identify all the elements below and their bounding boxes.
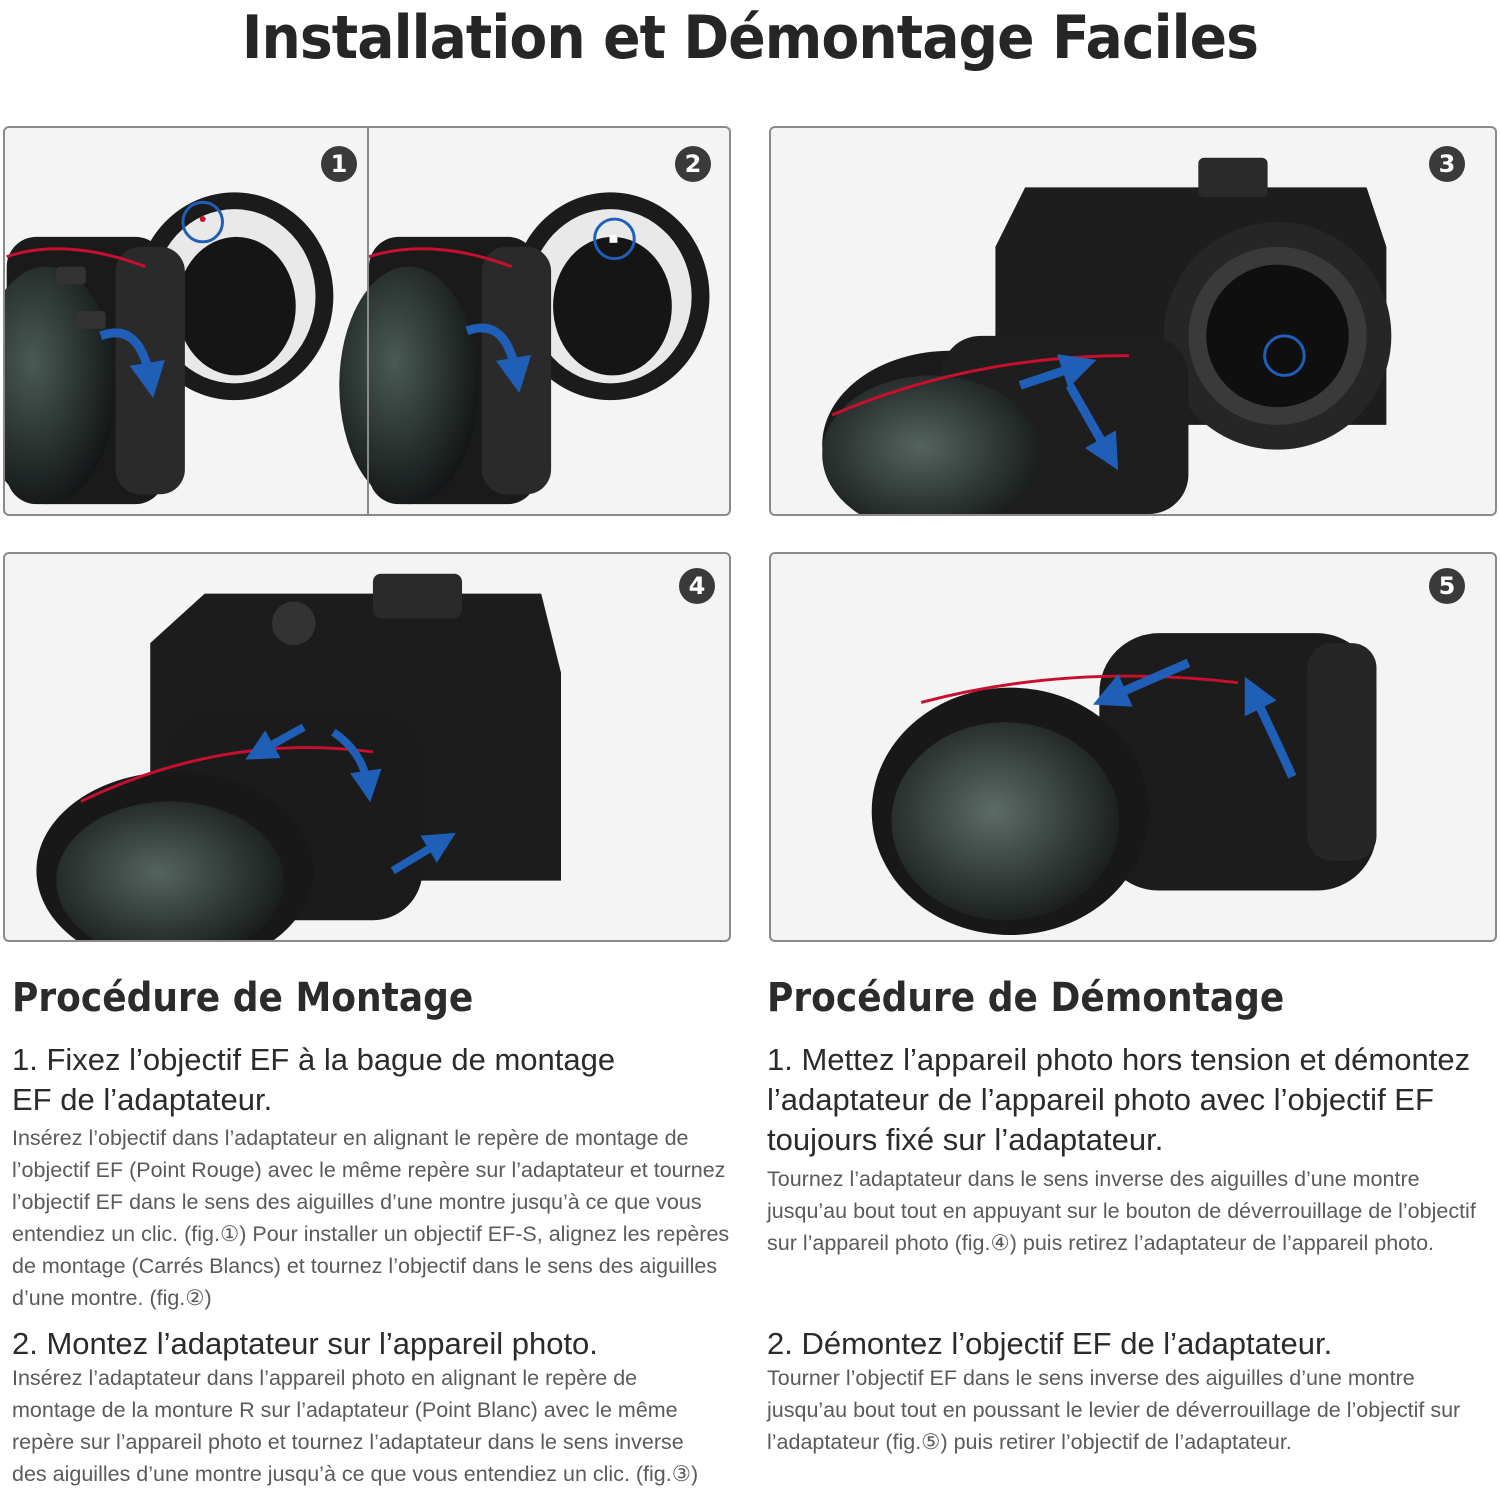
camera-with-lens-illustration	[5, 554, 729, 940]
figure-panel-1-2	[3, 126, 731, 516]
mount-step-2-title: 2. Montez l’adaptateur sur l’appareil photo.	[12, 1326, 598, 1361]
figure-badge-4: 4	[679, 568, 715, 604]
figure-panel-3	[769, 126, 1497, 516]
lens-dismount-illustration	[771, 554, 1495, 940]
mount-step-1-title: 1. Fixez l’objectif EF à la bague de montage EF de l’adaptateur.	[12, 1042, 616, 1117]
dismount-step-1-text: Tournez l’adaptateur dans le sens inverse des aiguilles d’une montre jusqu’au bout tout en appuyant sur le bouton de déverrouillage de l’objectif sur l’appareil photo (fig.④) puis retirez l’adaptateur de l’appareil photo.	[767, 1167, 1476, 1255]
page-title: Installation et Démontage Faciles	[241, 3, 1259, 73]
dismount-step-2-title: 2. Démontez l’objectif EF de l’adaptateur.	[767, 1326, 1333, 1361]
fig4-lens	[36, 712, 442, 940]
dismount-step-2-text: Tourner l’objectif EF dans le sens inverse des aiguilles d’une montre jusqu’au bout tout en poussant le levier de déverrouillage de l’objectif sur l’adaptateur (fig.⑤) puis retirer l’objectif de l’adaptateur.	[767, 1366, 1461, 1454]
mount-heading: Procédure de Montage	[12, 975, 474, 1021]
figure-badge-2: 2	[675, 146, 711, 182]
panel-divider	[367, 128, 369, 514]
fig3-lens	[822, 336, 1188, 514]
dismount-heading: Procédure de Démontage	[767, 975, 1285, 1021]
figure-badge-3: 3	[1429, 146, 1465, 182]
fig1-lens	[5, 237, 185, 504]
camera-mount-illustration	[771, 128, 1495, 514]
figure-panel-5	[769, 552, 1497, 942]
figure-panel-4	[3, 552, 731, 942]
figure-badge-1: 1	[321, 146, 357, 182]
figure-badge-5: 5	[1429, 568, 1465, 604]
mount-step-1-text: Insérez l’objectif dans l’adaptateur en alignant le repère de montage de l’objectif EF (Point Rouge) avec le même repère sur l’adaptateur et tournez l’objectif EF dans le sens des aiguilles d’une montre jusqu’à ce que vous entendiez un clic. (fig.①) Pour installer un objectif EF-S, alignez les repères de montage (Carrés Blancs) et tournez l’objectif dans le sens des aiguilles d’une montre. (fig.②)	[12, 1126, 730, 1310]
fig2-lens	[339, 237, 551, 504]
mount-step-2-text: Insérez l’adaptateur dans l’appareil photo en alignant le repère de montage de la monture R sur l’adaptateur (Point Blanc) avec le même repère sur l’appareil photo et tournez l’adaptateur dans le sens inverse des aiguilles d’une montre jusqu’à ce que vous entendiez un clic. (fig.③)	[12, 1366, 699, 1486]
dismount-step-1-title: 1. Mettez l’appareil photo hors tension et démontez l’adaptateur de l’appareil photo avec l’objectif EF toujours fixé sur l’adaptateur.	[767, 1042, 1471, 1157]
fig5-lens-adapter	[872, 633, 1377, 935]
